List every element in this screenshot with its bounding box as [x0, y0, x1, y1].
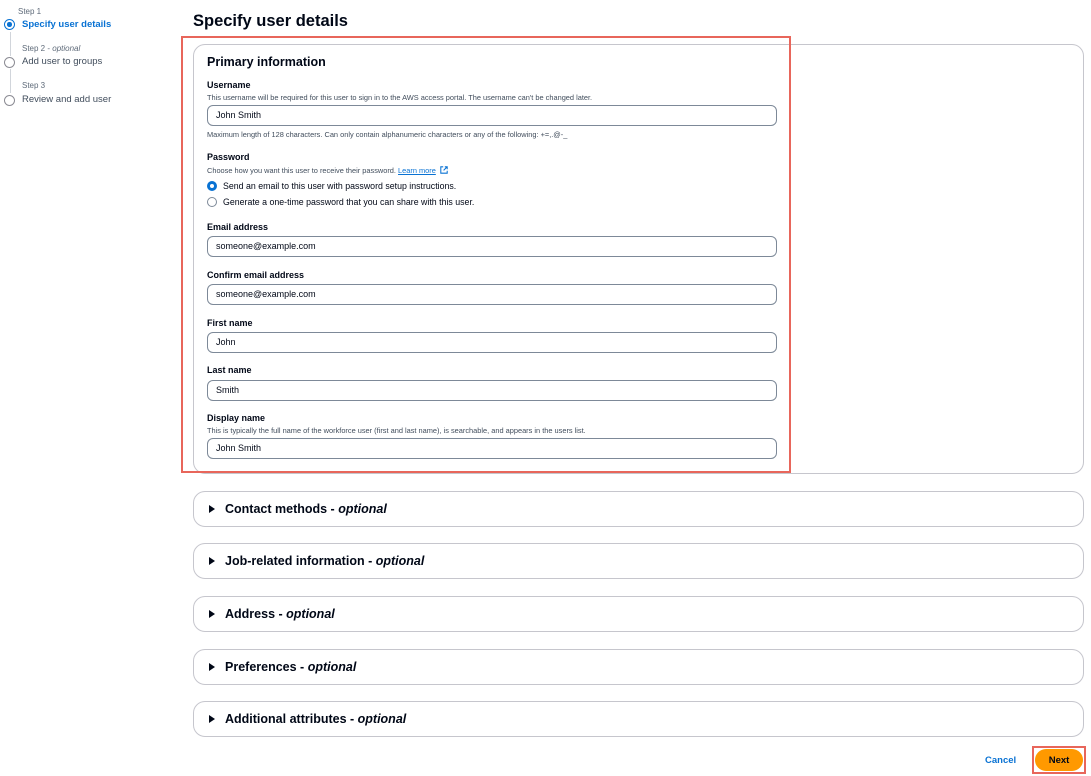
contact-methods-title[interactable]: Contact methods - optional — [225, 502, 387, 516]
step-2-indicator — [4, 57, 15, 68]
password-label: Password — [207, 152, 250, 162]
caret-right-icon[interactable] — [209, 610, 215, 618]
password-description: Choose how you want this user to receive their password. Learn more — [207, 166, 448, 175]
address-section[interactable] — [193, 596, 1084, 632]
password-option-one-time[interactable] — [207, 196, 474, 208]
step-2-label[interactable]: Add user to groups — [22, 56, 103, 67]
display-name-description: This is typically the full name of the workforce user (first and last name), is searchable, and appears in the users list. — [207, 426, 586, 435]
learn-more-link[interactable]: Learn more — [398, 166, 436, 175]
caret-right-icon[interactable] — [209, 505, 215, 513]
step-1-number: Step 1 — [18, 7, 42, 16]
step-1-label[interactable]: Specify user details — [22, 19, 112, 30]
step-1-indicator — [4, 19, 15, 30]
preferences-section[interactable] — [193, 649, 1084, 685]
step-3-label[interactable]: Review and add user — [22, 94, 112, 105]
confirm-email-label: Confirm email address — [207, 270, 305, 280]
email-label: Email address — [207, 222, 269, 232]
primary-information-title: Primary information — [207, 55, 326, 69]
contact-methods-section[interactable] — [193, 491, 1084, 527]
display-name-input[interactable]: John Smith — [207, 438, 777, 459]
email-input[interactable]: someone@example.com — [207, 236, 777, 257]
step-2-optional: optional — [52, 44, 81, 53]
first-name-input[interactable]: John — [207, 332, 777, 353]
step-3-indicator — [4, 95, 15, 106]
password-option-email[interactable] — [207, 180, 456, 192]
display-name-label: Display name — [207, 413, 266, 423]
username-hint: Maximum length of 128 characters. Can only contain alphanumeric characters or any of the following: +=,.@-_ — [207, 130, 568, 139]
password-email-radio[interactable] — [207, 181, 217, 191]
username-input[interactable]: John Smith — [207, 105, 777, 126]
address-title[interactable]: Address - optional — [225, 607, 335, 621]
caret-right-icon[interactable] — [209, 557, 215, 565]
confirm-email-input[interactable]: someone@example.com — [207, 284, 777, 305]
job-related-information-section[interactable] — [193, 543, 1084, 579]
step-3-number: Step 3 — [22, 81, 46, 90]
additional-attributes-title[interactable]: Additional attributes - optional — [225, 712, 407, 726]
next-button[interactable]: Next — [1035, 749, 1083, 771]
page-title: Specify user details — [193, 12, 348, 30]
step-2-number: Step 2 - optional — [22, 44, 81, 53]
password-one-time-radio-label[interactable]: Generate a one-time password that you can share with this user. — [223, 197, 475, 207]
step-connector — [10, 69, 11, 93]
password-email-radio-label[interactable]: Send an email to this user with password setup instructions. — [223, 181, 457, 191]
preferences-title[interactable]: Preferences - optional — [225, 660, 357, 674]
job-related-information-title[interactable]: Job-related information - optional — [225, 554, 425, 568]
additional-attributes-section[interactable] — [193, 701, 1084, 737]
caret-right-icon[interactable] — [209, 663, 215, 671]
caret-right-icon[interactable] — [209, 715, 215, 723]
username-label: Username — [207, 80, 251, 90]
username-description: This username will be required for this user to sign in to the AWS access portal. The username can't be changed later. — [207, 93, 593, 102]
step-connector — [10, 32, 11, 56]
first-name-label: First name — [207, 318, 253, 328]
password-one-time-radio[interactable] — [207, 197, 217, 207]
last-name-input[interactable]: Smith — [207, 380, 777, 401]
last-name-label: Last name — [207, 365, 252, 375]
cancel-button[interactable]: Cancel — [980, 752, 1021, 770]
external-link-icon[interactable] — [440, 166, 448, 174]
